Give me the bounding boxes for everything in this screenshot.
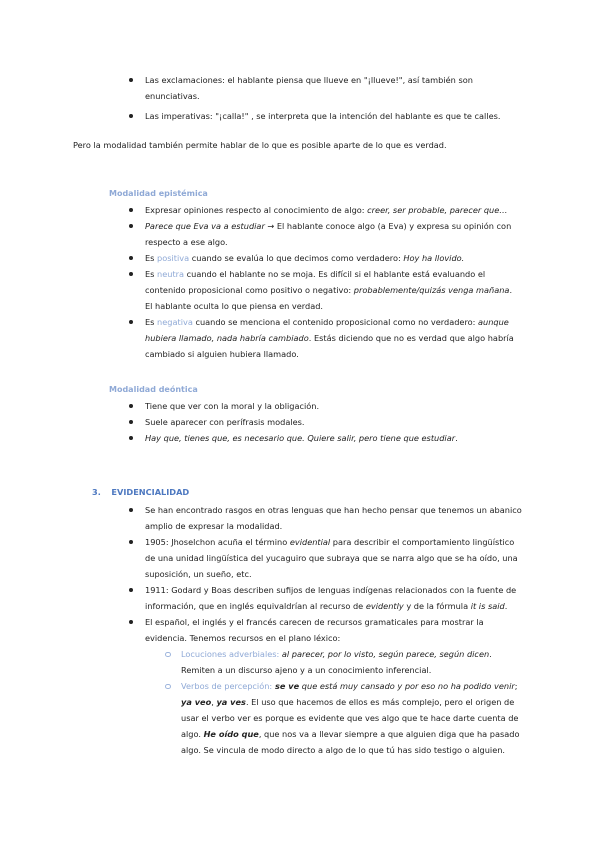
item-text: para describir el comportamiento lingüístico de una unidad lingüística del yucaguiro que subraya que se narra algo que se ha oído, una suposición, un sueño, etc. <box>145 537 518 579</box>
item-example: creer, ser probable, parecer que… <box>367 205 508 215</box>
item-text: cuando se menciona el contenido proposicional como no verdadero: <box>192 317 479 327</box>
item-text: ; <box>514 681 518 691</box>
item-example: aunque hubiera llamado, nada habría cambiado <box>145 317 509 343</box>
list-item-text: Las imperativas: "¡calla!" , se interpreta que la intención del hablante es que te calles. <box>145 111 501 121</box>
sub-list-item <box>181 678 525 758</box>
item-example: al parecer, por lo visto, según parece, según dicen <box>279 649 490 659</box>
list-item <box>145 414 517 430</box>
item-text: Se han encontrado rasgos en otras lenguas que han hecho pensar que tenemos un abanico amplio de expresar la modalidad. <box>145 505 522 531</box>
list-item <box>145 218 517 250</box>
item-example: que está muy cansado y por eso no ha podido venir <box>299 681 515 691</box>
list-item-text: Las exclamaciones: el hablante piensa que llueve en "¡llueve!", así también son enunciativas. <box>145 75 473 101</box>
item-text: . Remiten a un discurso ajeno y a un conocimiento inferencial. <box>181 649 492 675</box>
item-text: . Estás diciendo que no es verdad que algo habría cambiado si alguien hubiera llamado. <box>145 333 514 359</box>
list-item <box>145 202 517 218</box>
list-item <box>145 582 527 614</box>
item-text: El español, el inglés y el francés carecen de recursos gramaticales para mostrar la evidencia. Tenemos recursos en el plano léxico: <box>145 617 484 643</box>
item-text: , que nos va a llevar siempre a que alguien diga que ha pasado algo. Se vincula de modo directo a algo de lo que tú has sido testigo o alguien. <box>181 729 520 755</box>
evidentiality-list <box>145 502 527 758</box>
section-number: 3. <box>92 487 101 497</box>
list-item <box>145 398 517 414</box>
list-item <box>145 502 527 534</box>
item-text: . <box>455 433 458 443</box>
list-item <box>145 266 517 314</box>
item-term: Locuciones adverbiales: <box>181 649 280 659</box>
item-term: it is said <box>470 601 505 611</box>
item-term: evidential <box>289 537 331 547</box>
item-term: positiva <box>157 253 190 263</box>
item-text: . El hablante oculta lo que piensa en verdad. <box>145 285 513 311</box>
item-text: Es <box>145 269 158 279</box>
list-item <box>145 314 517 362</box>
item-text: 1905: Jhoselchon acuña el término <box>145 537 290 547</box>
epistemic-list <box>145 202 517 362</box>
item-term: neutra <box>157 269 185 279</box>
item-text: . El uso que hacemos de ellos es más complejo, pero el origen de usar el verbo ver es porque es evidente que ves algo que te hace darte cuenta de algo. <box>181 697 519 739</box>
item-text: y de la fórmula <box>403 601 471 611</box>
epistemic-heading: Modalidad epistémica <box>109 189 208 198</box>
item-text: cuando se evalúa lo que decimos como verdadero: <box>189 253 404 263</box>
item-text: 1911: Godard y Boas describen sufijos de lenguas indígenas relacionados con la fuente de información, que en inglés equivaldrían al recurso de <box>145 585 517 611</box>
item-text: . <box>504 601 508 611</box>
item-example-bold: He oído que <box>203 729 259 739</box>
list-item <box>145 108 507 124</box>
item-term: Verbos de percepción: <box>181 681 273 691</box>
list-item <box>145 534 527 582</box>
item-term: negativa <box>157 317 193 327</box>
item-example: Parece que Eva va a estudiar <box>145 221 265 231</box>
list-item <box>145 72 507 104</box>
item-text: → El hablante conoce algo (a Eva) y expresa su opinión con respecto a ese algo. <box>145 221 512 247</box>
list-item <box>145 430 517 446</box>
sub-list <box>181 646 525 758</box>
item-term: evidently <box>365 601 404 611</box>
item-text: cuando el hablante no se moja. Es difícil si el hablante está evaluando el contenido proposicional como positivo o negativo: <box>145 269 486 295</box>
deontic-heading: Modalidad deóntica <box>109 385 198 394</box>
sub-list-item <box>181 646 525 678</box>
list-item <box>145 250 517 266</box>
item-example: Hoy ha llovido. <box>403 253 465 263</box>
item-text: , <box>211 697 217 707</box>
item-example: Hay que, tienes que, es necesario que. Quiere salir, pero tiene que estudiar <box>145 433 456 443</box>
item-example-bold: ya veo <box>181 697 212 707</box>
item-text: Suele aparecer con perífrasis modales. <box>145 417 305 427</box>
section-title: EVIDENCIALIDAD <box>111 487 190 497</box>
item-text: Tiene que ver con la moral y la obligación. <box>145 401 320 411</box>
item-example-bold: ya ves <box>216 697 246 707</box>
item-example: probablemente/quizás venga mañana <box>353 285 510 295</box>
deontic-list <box>145 398 517 446</box>
top-bullet-list <box>145 72 507 124</box>
item-example-bold: se ve <box>272 681 300 691</box>
item-text: Es <box>145 317 158 327</box>
section-heading <box>92 484 189 500</box>
list-item <box>145 614 527 758</box>
item-text: Es <box>145 253 158 263</box>
item-text: Expresar opiniones respecto al conocimiento de algo: <box>145 205 368 215</box>
intro-paragraph: Pero la modalidad también permite hablar de lo que es posible aparte de lo que es verdad. <box>73 140 447 150</box>
